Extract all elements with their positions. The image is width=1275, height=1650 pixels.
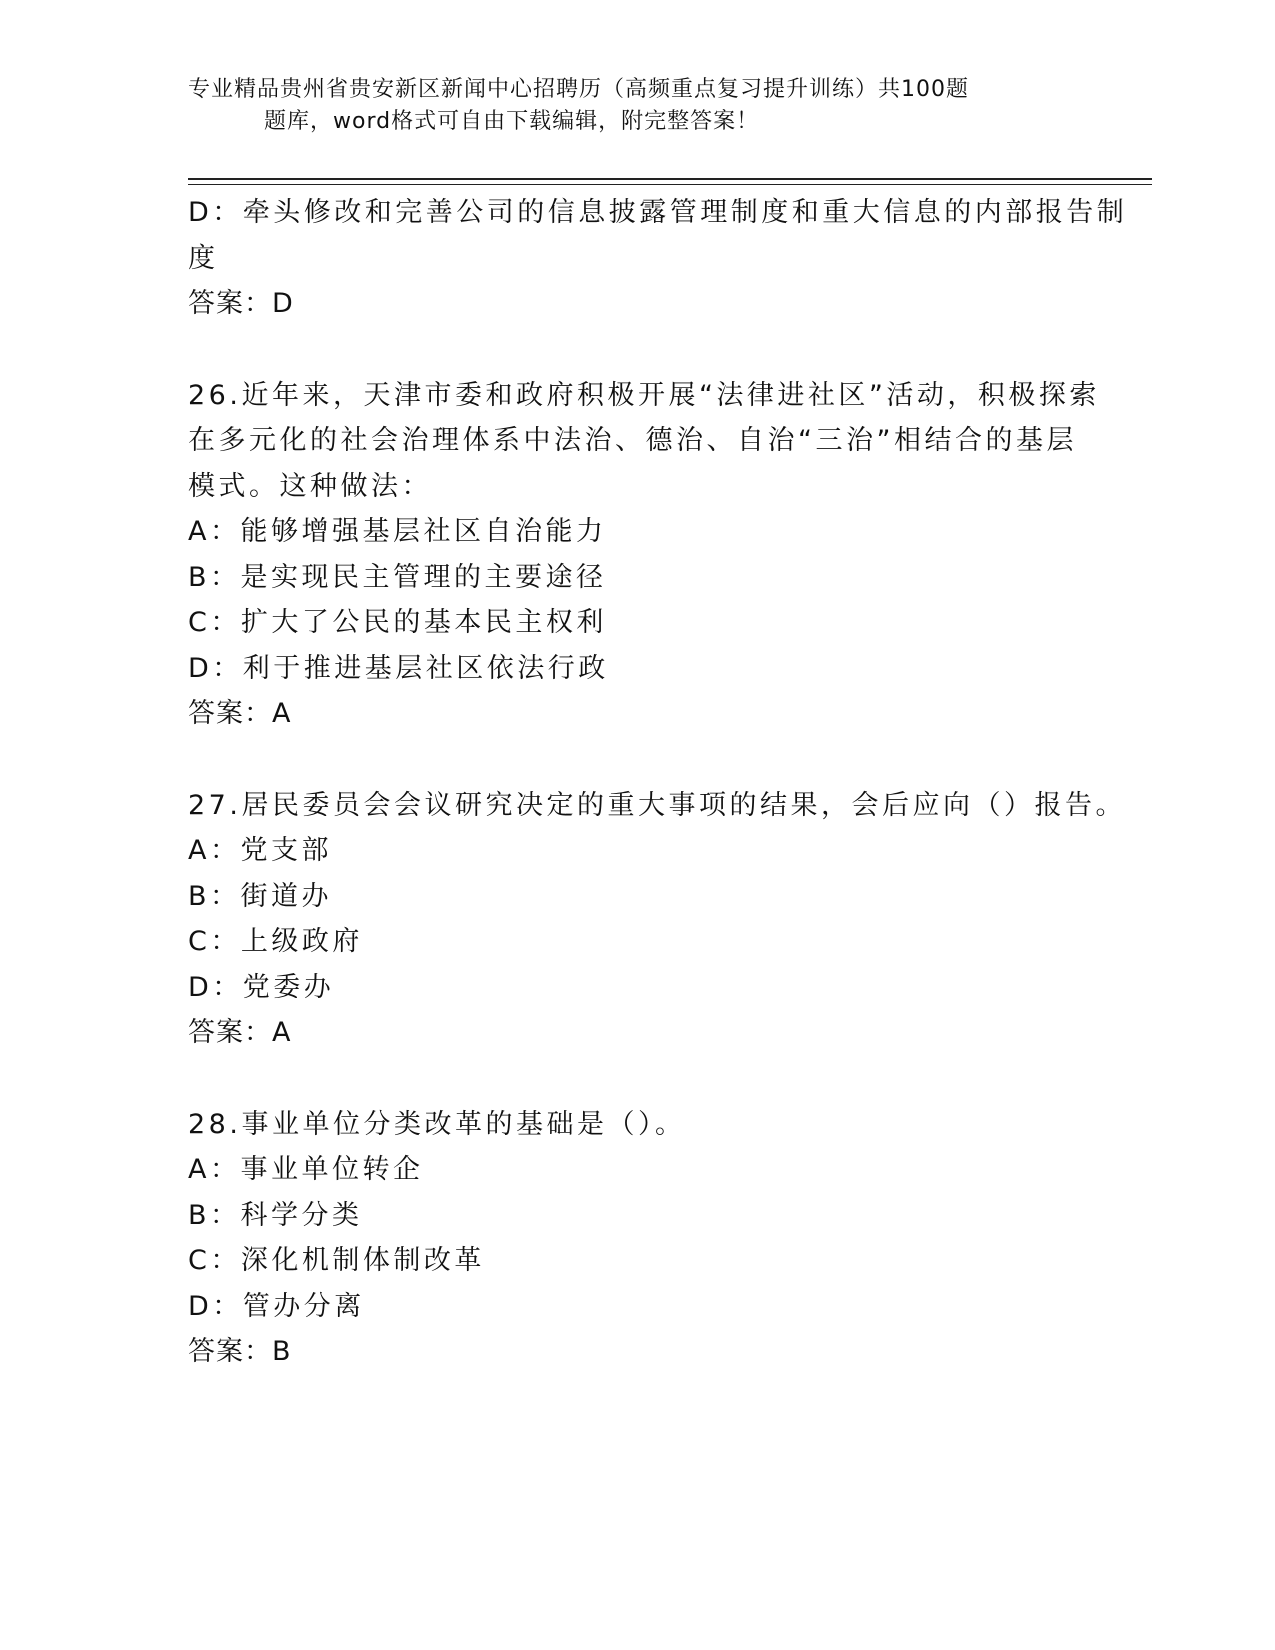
question-26 xyxy=(188,373,1100,737)
answer: 答案：A xyxy=(188,1017,292,1048)
option-d-continued: 度 xyxy=(188,242,219,274)
option-b: B：是实现民主管理的主要途径 xyxy=(188,561,607,593)
question-stem: 模式。这种做法： xyxy=(188,470,432,502)
question-28 xyxy=(188,1102,1088,1375)
option-a: A：党支部 xyxy=(188,835,332,866)
header-line-1: 专业精品贵州省贵安新区新闻中心招聘历（高频重点复习提升训练）共100题 xyxy=(188,77,969,102)
header-rule-thin xyxy=(188,184,1152,185)
option-a: A：事业单位转企 xyxy=(188,1154,424,1185)
question-list xyxy=(188,190,1128,1375)
question-stem: 28.事业单位分类改革的基础是（）。 xyxy=(188,1108,686,1140)
header-rule-thick xyxy=(188,178,1152,180)
option-d: D：管办分离 xyxy=(188,1290,365,1322)
answer: 答案：B xyxy=(188,1336,292,1367)
option-c: C：扩大了公民的基本民主权利 xyxy=(188,607,607,638)
question-27 xyxy=(188,783,1126,1056)
option-b: B：街道办 xyxy=(188,880,333,912)
option-c: C：上级政府 xyxy=(188,926,363,957)
question-25-tail xyxy=(188,190,1128,327)
answer: 答案：A xyxy=(188,698,292,729)
option-d: D：利于推进基层社区依法行政 xyxy=(188,652,609,684)
option-b: B：科学分类 xyxy=(188,1199,363,1231)
option-d: D：牵头修改和完善公司的信息披露管理制度和重大信息的内部报告制 xyxy=(188,197,1128,228)
question-stem: 在多元化的社会治理体系中法治、德治、自治“三治”相结合的基层 xyxy=(188,425,1077,456)
option-d: D：党委办 xyxy=(188,971,335,1003)
answer: 答案：D xyxy=(188,288,294,319)
question-stem: 26.近年来，天津市委和政府积极开展“法律进社区”活动，积极探索 xyxy=(188,379,1100,411)
option-c: C：深化机制体制改革 xyxy=(188,1245,485,1276)
question-stem: 27.居民委员会会议研究决定的重大事项的结果，会后应向（）报告。 xyxy=(188,789,1126,821)
option-a: A：能够增强基层社区自治能力 xyxy=(188,516,607,547)
header-line-2: 题库，word格式可自由下载编辑，附完整答案！ xyxy=(264,109,760,134)
document-header xyxy=(188,74,1068,138)
